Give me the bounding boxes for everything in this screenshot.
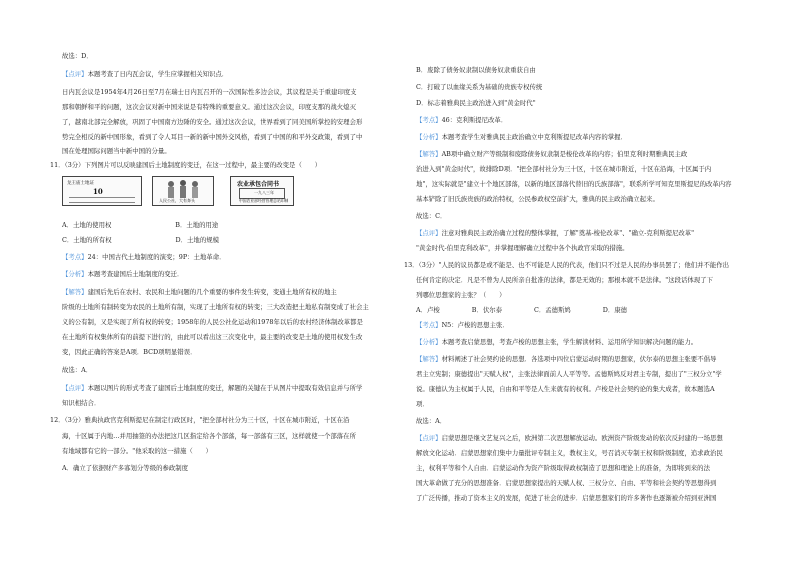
text-line: 说。康德认为主权属于人民，自由和平等是人生来就有的权利。卢梭是社会契约论的集大成者，故本题选A <box>416 385 715 393</box>
option-row: A．土地的使用权 B．土地的用途 <box>62 221 219 229</box>
text-line: 了广泛传播，推动了资本主义的发展，促进了社会的进步．启蒙思想家们的许多著作也逐渐被介绍到亚洲国 <box>416 494 717 502</box>
text-line: 【点评】本题以图片的形式考查了建国后土地制度的变迁，解题的关键在于从图片中提取有效信息并与所学 <box>62 384 363 392</box>
figure-number: 10 <box>93 187 103 196</box>
text-line: 列哪位思想家的主张？（ ） <box>416 291 506 299</box>
text-line: 基本铲除了旧氏族贵族的政治特权，公民参政权空前扩大，雅典的民主政治确立起来。 <box>416 195 659 203</box>
text-line: 有地域都有它的一部分。"他采取的这一措施（ ） <box>62 447 212 455</box>
text-line: 日内瓦会议是1954年4月26日至7月在瑞士日内瓦召开的一次国际性多边会议，其议程是关于重建印度支 <box>62 88 357 96</box>
certificate-lines <box>69 197 135 203</box>
text-line: 故选：A． <box>416 417 447 425</box>
text-line: 故选：C． <box>416 212 447 220</box>
text-line: 国在处理国际问题当中新中国的分量。 <box>62 147 171 155</box>
text-line: 故选：D． <box>62 52 93 60</box>
text-line: 【分析】本题考查学生对雅典民主政治确立中克利斯提尼改革内容的掌握． <box>416 133 627 141</box>
commune-poster-image <box>152 176 214 206</box>
text-line: 解放文化运动．启蒙思想家们集中力量批评专制主义，教权主义，号召消灭专制王权和阶级制度，追求政治民 <box>416 449 723 457</box>
text-line: 知识相结合． <box>62 399 101 407</box>
text-line: "黄金时代-伯里克利改革"，并掌握理解确立过程中各个执政官采取的措施。 <box>416 244 629 252</box>
text-line: 变，因此正确的答案是A项．BCD项明显错误． <box>62 348 197 356</box>
option-row: B．废除了债务奴隶制以债务奴隶重获自由 <box>416 66 536 74</box>
people-illustration <box>157 179 209 199</box>
option-row: D．标志着雅典民主政治进入到"黄金时代" <box>416 99 536 107</box>
text-line: 【解答】AB项中确立财产等级制和废除债务奴隶制是梭伦改革的内容；伯里克利时期雅典民主政 <box>416 150 688 158</box>
option-row: A．确立了依据财产多寡划分等级的参政制度 <box>62 464 189 472</box>
text-line: 君主立宪制；康德提出"天赋人权"，主张法律面前人人平等等。孟德斯鸠反对君主专制，提出了"三权分立"学 <box>416 370 722 378</box>
figure-title: 农业承包合同书 <box>237 181 280 188</box>
text-line: 阶级的土地所有制转变为农民的土地所有制，实现了土地所有权的转变；三大改造把土地私有制变成了社会主 <box>62 303 369 311</box>
text-line: 【考点】N5：卢梭的思想主张． <box>416 321 509 329</box>
text-line: 海，十区属于内地…并用抽签的办法把这几区指定给各个部落，每一部落有三区，这样就使一个部落在所 <box>62 432 356 440</box>
text-line: 【点评】注意对雅典民主政治确立过程的整体掌握，了解"奠基-梭伦改革"、"确立-克利斯提尼改革" <box>416 229 695 237</box>
contract-year: 一九八三年 <box>254 190 274 195</box>
text-line: 任何肯定的决定．凡是不曾为人民所亲自批准的法律，都是无效的；那根本就不是法律。"这段话体现了下 <box>416 276 713 284</box>
text-line: 势完全相反的新中国形象，看到了令人耳目一新的新中国外交风格，看到了中国的和平外交政策，看到了中 <box>62 133 363 141</box>
text-line: 【解答】材料阐述了社会契约论的思想．各选项中四位启蒙运动时期的思想家，伏尔泰的思想主张要不倡导 <box>416 355 717 363</box>
question-13: 13．（3分）"人民的议员都是或不能是、也不可能是人民的代表，他们只不过是人民的办事员罢了；他们并不能作出 <box>404 261 730 269</box>
text-line: 项． <box>416 400 429 408</box>
figure-title: 龙王庙土地证 <box>67 181 94 186</box>
text-line: 【考点】24：中国古代土地制度的演变；9P：土地革命． <box>62 253 226 261</box>
question-12: 12．（3分）雅典执政官克利斯提尼在制定行政区时，"把全部村社分为三十区，十区在城市附近，十区在沿 <box>50 416 350 424</box>
text-line: 故选：A． <box>62 366 93 374</box>
text-line: 治进入到"黄金时代"，故排除D项．"把全部村社分为三十区，十区在城市附近，十区在沿海，十区属于内 <box>416 165 712 173</box>
text-line: 【分析】本题考查启蒙思想，考查卢梭的思想主张，学生解读材料、运用所学知识解决问题的能力。 <box>416 338 698 346</box>
text-line: 【点评】本题考查了日内瓦会议，学生应掌握相关知识点． <box>62 70 229 78</box>
contract-footer: 中国农业部经营管理总站印制 <box>239 198 289 203</box>
text-line: 【解答】建国后先后在农村、农民和土地问题的几个重要的事件发生转变，变通土地所有权的地主 <box>62 288 337 296</box>
text-line: 在土地所有权集体所有的前提下进行的，由此可以看出这三次变化中，最主要的改变是土地的使用权发生改 <box>62 333 363 341</box>
figure-caption: 人民公社，大有奔头 <box>159 198 195 203</box>
text-line: 国大革命做了充分的思想准备．启蒙思想家提出的天赋人权、三权分立、自由、平等和社会契约等思想得到 <box>416 479 717 487</box>
text-line: 主，权利平等和个人自由．启蒙运动作为资产阶级取得政权制造了思想和理论上的准备，为即将到来的法 <box>416 464 710 472</box>
text-line: 那和朝鲜和平的问题，这次会议对新中国来说是有特殊的重要意义。通过这次会议，印度支那的战火熄灭 <box>62 103 356 111</box>
text-line: 【考点】46：克利斯提尼改革． <box>416 116 508 124</box>
option-row: A．卢梭 B．伏尔泰 C．孟德斯鸠 D．康德 <box>416 306 628 314</box>
contract-image <box>230 176 294 206</box>
text-line: 义的公有制，又是实现了所有权的转变；1958年的人民公社化运动和1978年以后的农村经济体制改革都是 <box>62 318 363 326</box>
option-row: C．土地的所有权 D．土地的规模 <box>62 236 219 244</box>
land-certificate-image <box>62 176 142 206</box>
question-11: 11．（3分）下列图片可以反映建国后土地制度的变迁，在这一过程中，最主要的改变是（ ） <box>50 161 322 169</box>
option-row: C．打破了以血缘关系为基础的贵族专权传统 <box>416 83 543 91</box>
text-line: 地"，这实际就是"建立十个地区部落，以新的地区部落代替旧的氏族部落"，联系所学可知克里斯提尼的改革内容 <box>416 180 732 188</box>
text-line: 【分析】本题考查建国后土地制度的变迁． <box>62 270 184 278</box>
text-line: 【点评】启蒙思想是继文艺复兴之后，欧洲第二次思想解放运动。欧洲资产阶级发动的依次反封建的一场思想 <box>416 434 723 442</box>
text-line: 了，越南北部完全解放，巩固了中国南方边陲的安全。通过这次会议，世界看到了同美国所掌控的安理会形 <box>62 118 363 126</box>
